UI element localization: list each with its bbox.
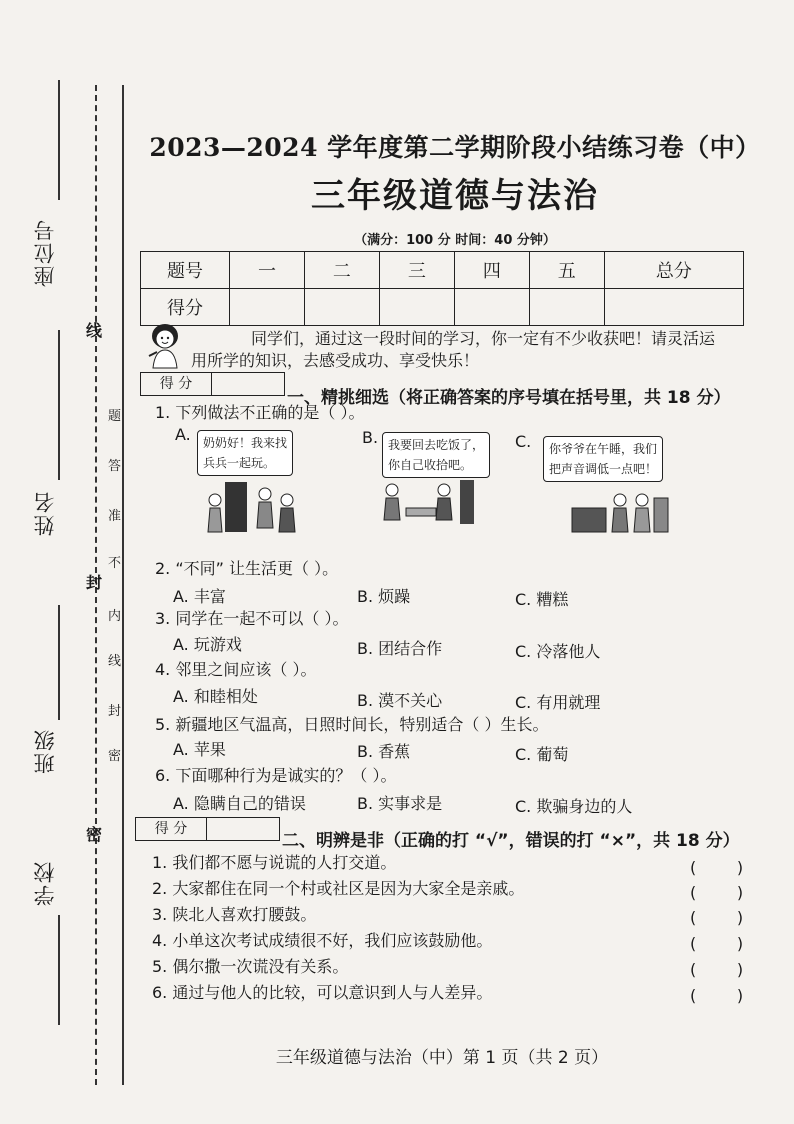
- section-score-input[interactable]: [207, 818, 279, 840]
- warning-char: 不: [108, 556, 122, 571]
- score-table-cell: 五: [529, 252, 604, 289]
- warning-char: 线: [108, 654, 122, 669]
- question-5: 5. 新疆地区气温高，日照时间长，特别适合（ ）生长。: [155, 715, 549, 734]
- bubble-text: 你自己收拾吧。: [388, 458, 473, 472]
- option-b[interactable]: B. 实事求是: [357, 794, 443, 813]
- score-table-cell: 总分: [604, 252, 743, 289]
- option-b[interactable]: B. 团结合作: [357, 639, 443, 658]
- score-table-cell: 二: [304, 252, 379, 289]
- score-table-cell: 题号: [141, 252, 230, 289]
- class-line[interactable]: [58, 605, 60, 720]
- option-c[interactable]: C. 糟糕: [515, 590, 569, 609]
- option-a[interactable]: A. 玩游戏: [173, 635, 242, 654]
- option-a[interactable]: A. 丰富: [173, 587, 226, 606]
- warning-char: 内: [108, 609, 122, 624]
- section-score-label: 得 分: [136, 818, 207, 840]
- score-input-cell[interactable]: [454, 289, 529, 326]
- judgement-item: 6. 通过与他人的比较，可以意识到人与人差异。: [152, 983, 493, 1002]
- score-input-cell[interactable]: [604, 289, 743, 326]
- score-input-cell[interactable]: [230, 289, 305, 326]
- answer-paren[interactable]: ( ): [690, 908, 744, 927]
- option-b[interactable]: B. 香蕉: [357, 742, 411, 761]
- score-input-cell[interactable]: [529, 289, 604, 326]
- warning-char: 密: [108, 749, 122, 764]
- score-table-cell: 一: [230, 252, 305, 289]
- score-table: [140, 251, 744, 326]
- score-input-cell[interactable]: [379, 289, 454, 326]
- judgement-item: 5. 偶尔撒一次谎没有关系。: [152, 957, 349, 976]
- children-visiting-illustration: [205, 480, 305, 535]
- judgement-item: 1. 我们都不愿与说谎的人打交道。: [152, 853, 397, 872]
- bubble-text: 我要回去吃饭了，: [388, 438, 485, 452]
- bubble-text: 把声音调低一点吧！: [549, 462, 658, 476]
- option-c[interactable]: C. 冷落他人: [515, 642, 601, 661]
- seal-word-line: 线: [86, 321, 103, 340]
- option-b-label[interactable]: B.: [362, 428, 379, 447]
- children-playing-illustration: [378, 480, 478, 525]
- answer-paren[interactable]: ( ): [690, 883, 744, 902]
- warning-char: 准: [108, 509, 122, 524]
- name-label: 姓名: [33, 490, 57, 536]
- option-c[interactable]: C. 欺骗身边的人: [515, 797, 633, 816]
- score-table-cell: 四: [454, 252, 529, 289]
- school-line[interactable]: [58, 915, 60, 1025]
- speech-bubble-c: [543, 436, 663, 482]
- page-footer: 三年级道德与法治（中）第 1 页（共 2 页）: [275, 1048, 609, 1068]
- judgement-item: 3. 陕北人喜欢打腰鼓。: [152, 905, 317, 924]
- question-4: 4. 邻里之间应该（ ）。: [155, 660, 317, 679]
- option-a-label[interactable]: A.: [175, 425, 191, 444]
- score-table-cell: 三: [379, 252, 454, 289]
- option-a[interactable]: A. 隐瞒自己的错误: [173, 794, 306, 813]
- intro-line-1: 同学们，通过这一段时间的学习，你一定有不少收获吧！请灵活运: [251, 329, 716, 348]
- section-score-label: 得 分: [141, 373, 212, 395]
- name-line[interactable]: [58, 330, 60, 480]
- score-table-cell: 得分: [141, 289, 230, 326]
- question-2: 2. “不同” 让生活更（ ）。: [155, 559, 339, 578]
- question-3: 3. 同学在一起不可以（ ）。: [155, 609, 349, 628]
- option-b[interactable]: B. 烦躁: [357, 587, 411, 606]
- judgement-item: 4. 小单这次考试成绩很不好，我们应该鼓励他。: [152, 931, 493, 950]
- speech-bubble-b: [382, 432, 490, 478]
- exam-meta: （满分：100 分 时间：40 分钟）: [354, 233, 556, 248]
- section-2-title: 二、明辨是非（正确的打 “√”，错误的打 “×”，共 18 分）: [282, 831, 740, 851]
- section-score-box: [135, 817, 280, 841]
- class-label: 班级: [33, 728, 57, 774]
- bubble-text: 兵兵一起玩。: [203, 456, 276, 470]
- seal-word-seal: 封: [86, 573, 103, 592]
- girl-avatar-icon: [143, 320, 187, 370]
- intro-line-2: 用所学的知识，去感受成功、享受快乐！: [191, 351, 480, 370]
- option-c[interactable]: C. 葡萄: [515, 745, 569, 764]
- children-quiet-illustration: [570, 488, 670, 538]
- option-c-label[interactable]: C.: [515, 432, 532, 451]
- section-score-box: [140, 372, 285, 396]
- seal-word-secret: 密: [86, 825, 103, 844]
- intro-text: [191, 328, 751, 372]
- bubble-text: 你爷爷在午睡，我们: [549, 442, 658, 456]
- score-table-score-row: [141, 289, 744, 326]
- option-a[interactable]: A. 和睦相处: [173, 687, 258, 706]
- answer-paren[interactable]: ( ): [690, 934, 744, 953]
- exam-title: 2023—2024 学年度第二学期阶段小结练习卷（中）: [149, 133, 761, 162]
- warning-char: 题: [108, 409, 122, 424]
- warning-char: 封: [108, 704, 122, 719]
- section-1-title: 一、精挑细选（将正确答案的序号填在括号里，共 18 分）: [287, 388, 731, 408]
- school-label: 学校: [33, 860, 57, 906]
- bubble-text: 奶奶好！我来找: [203, 436, 288, 450]
- score-input-cell[interactable]: [304, 289, 379, 326]
- exam-subject: 三年级道德与法治: [311, 176, 599, 216]
- option-a[interactable]: A. 苹果: [173, 740, 226, 759]
- score-table-header-row: [141, 252, 744, 289]
- answer-paren[interactable]: ( ): [690, 986, 744, 1005]
- section-score-input[interactable]: [212, 373, 284, 395]
- warning-char: 答: [108, 459, 122, 474]
- answer-paren[interactable]: ( ): [690, 960, 744, 979]
- option-b[interactable]: B. 漠不关心: [357, 691, 443, 710]
- judgement-item: 2. 大家都住在同一个村或社区是因为大家全是亲戚。: [152, 879, 525, 898]
- seal-solid-line: [122, 85, 124, 1085]
- question-1: 1. 下列做法不正确的是（ ）。: [155, 403, 365, 422]
- answer-paren[interactable]: ( ): [690, 858, 744, 877]
- seat-number-line[interactable]: [58, 80, 60, 200]
- seat-number-label: 座位号: [33, 218, 57, 287]
- option-c[interactable]: C. 有用就理: [515, 693, 601, 712]
- speech-bubble-a: [197, 430, 293, 476]
- question-6: 6. 下面哪种行为是诚实的？（ ）。: [155, 766, 397, 785]
